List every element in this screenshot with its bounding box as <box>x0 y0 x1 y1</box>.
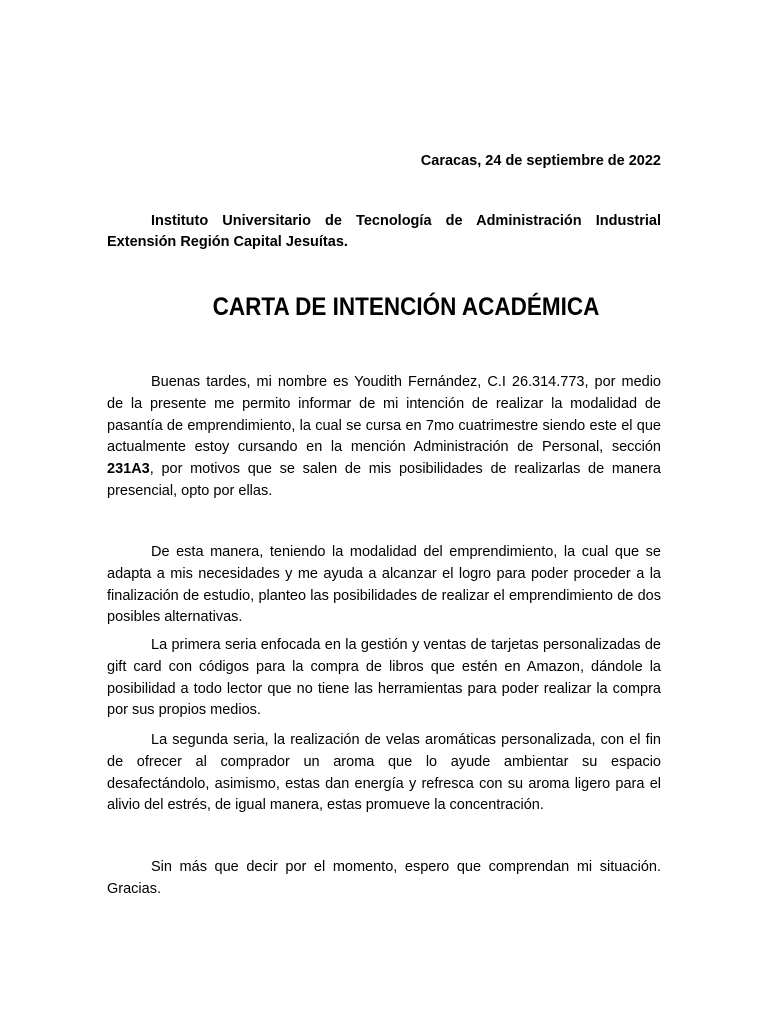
paragraph-modality: De esta manera, teniendo la modalidad del emprendimiento, la cual que se adapta a mis necesidades y me ayuda a alcanzar el logro para poder proceder a la finalización de estudio, planteo las posibilidades de realizar el emprendimiento de dos posibles alternativas. <box>107 544 661 626</box>
paragraph-introduction-text: Buenas tardes, mi nombre es Youdith Fernández, C.I 26.314.773, por medio de la presente me permito informar de mi intención de realizar la modalidad de pasantía de emprendimiento, la cual se cursa en 7mo cuatrimestre siendo este el que actualmente estoy cursando en la mención Administración de Personal, sección <box>107 374 661 456</box>
paragraph-second-option: La segunda seria, la realización de velas aromáticas personalizada, con el fin de ofrecer al comprador un aroma que lo ayude ambientar su espacio desafectándolo, asimismo, estas dan energía y refresca con su aroma ligero para el alivio del estrés, de igual manera, estas promueve la concentración. <box>107 732 661 814</box>
institution-name: Instituto Universitario de Tecnología de Administración Industrial Extensión Región Capital Jesuítas. <box>107 213 661 250</box>
section-code: 231A3 <box>107 461 150 478</box>
paragraph-first-option: La primera seria enfocada en la gestión y ventas de tarjetas personalizadas de gift card con códigos para la compra de libros que estén en Amazon, dándole la posibilidad a todo lector que no tiene las herramientas para poder realizar la compra por sus propios medios. <box>107 637 661 719</box>
letter-title: CARTA DE INTENCIÓN ACADÉMICA <box>212 293 600 321</box>
paragraph-closing: Sin más que decir por el momento, espero que comprendan mi situación. Gracias. <box>107 859 661 897</box>
letter-date: Caracas, 24 de septiembre de 2022 <box>420 153 661 169</box>
paragraph-introduction-text-end: , por motivos que se salen de mis posibilidades de realizarlas de manera presencial, opto por ellas. <box>107 461 661 499</box>
paragraph-introduction <box>107 372 661 503</box>
